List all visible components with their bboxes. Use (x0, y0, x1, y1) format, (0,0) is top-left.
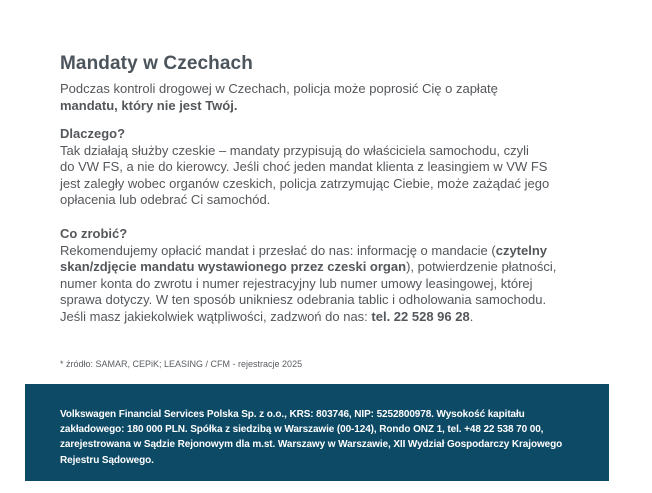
footer-legal-bar (25, 384, 609, 481)
text-line: Tak działają służby czeskie – mandaty przypisują do właściciela samochodu, czyli (60, 142, 529, 158)
text-line: Rejestru Sądowego. (60, 454, 154, 466)
section-what (60, 226, 556, 325)
text-line: Volkswagen Financial Services Polska Sp. z o.o., KRS: 803746, NIP: 5252800978. Wysokość kapitału (60, 409, 525, 420)
section-heading-why: Dlaczego? (60, 126, 126, 141)
source-footnote: * źródło: SAMAR, CEPiK; LEASING / CFM - rejestracje 2025 (60, 359, 303, 369)
text-line: jest zaległy wobec organów czeskich, policja zatrzymując Ciebie, może zażądać jego (60, 175, 550, 191)
text-line: numer konta do zwrotu i numer rejestracyjny lub numer umowy leasingowej, której (60, 275, 533, 291)
section-body-why (60, 143, 549, 209)
page-title: Mandaty w Czechach (60, 52, 253, 74)
text-line: opłacenia lub odebrać Ci samochód. (60, 192, 271, 207)
text-line: Rekomendujemy opłacić mandat i przesłać do nas: informację o mandacie (czytelny (60, 242, 548, 258)
text-line: skan/zdjęcie mandatu wystawionego przez czeski organ), potwierdzenie płatności, (60, 259, 557, 274)
text-line: zarejestrowana w Sądzie Rejonowym dla m.st. Warszawy w Warszawie, XII Wydział Gospodarczy Krajowego (60, 439, 563, 451)
text-line: Jeśli masz jakiekolwiek wątpliwości, zadzwoń do nas: tel. 22 528 96 28. (60, 308, 474, 324)
footer-legal-text (60, 407, 591, 468)
text-line: sprawa dotyczy. W ten sposób unikniesz odebrania tablic i odholowania samochodu. (60, 292, 547, 307)
text-line: Podczas kontroli drogowej w Czechach, policja może poprosić Cię o zapłatę (60, 81, 498, 96)
section-body-what (60, 243, 556, 326)
intro-paragraph (60, 81, 498, 114)
text-line: do VW FS, a nie do kierowcy. Jeśli choć jeden mandat klienta z leasingiem w VW FS (60, 159, 548, 174)
text-line: mandatu, który nie jest Twój. (60, 97, 238, 113)
section-heading-what: Co zrobić? (60, 226, 128, 241)
section-why (60, 126, 549, 209)
text-line: zakładowego: 180 000 PLN. Spółka z siedzibą w Warszawie (00-124), Rondo ONZ 1, tel. +48 22 538 70 00, (60, 424, 544, 436)
